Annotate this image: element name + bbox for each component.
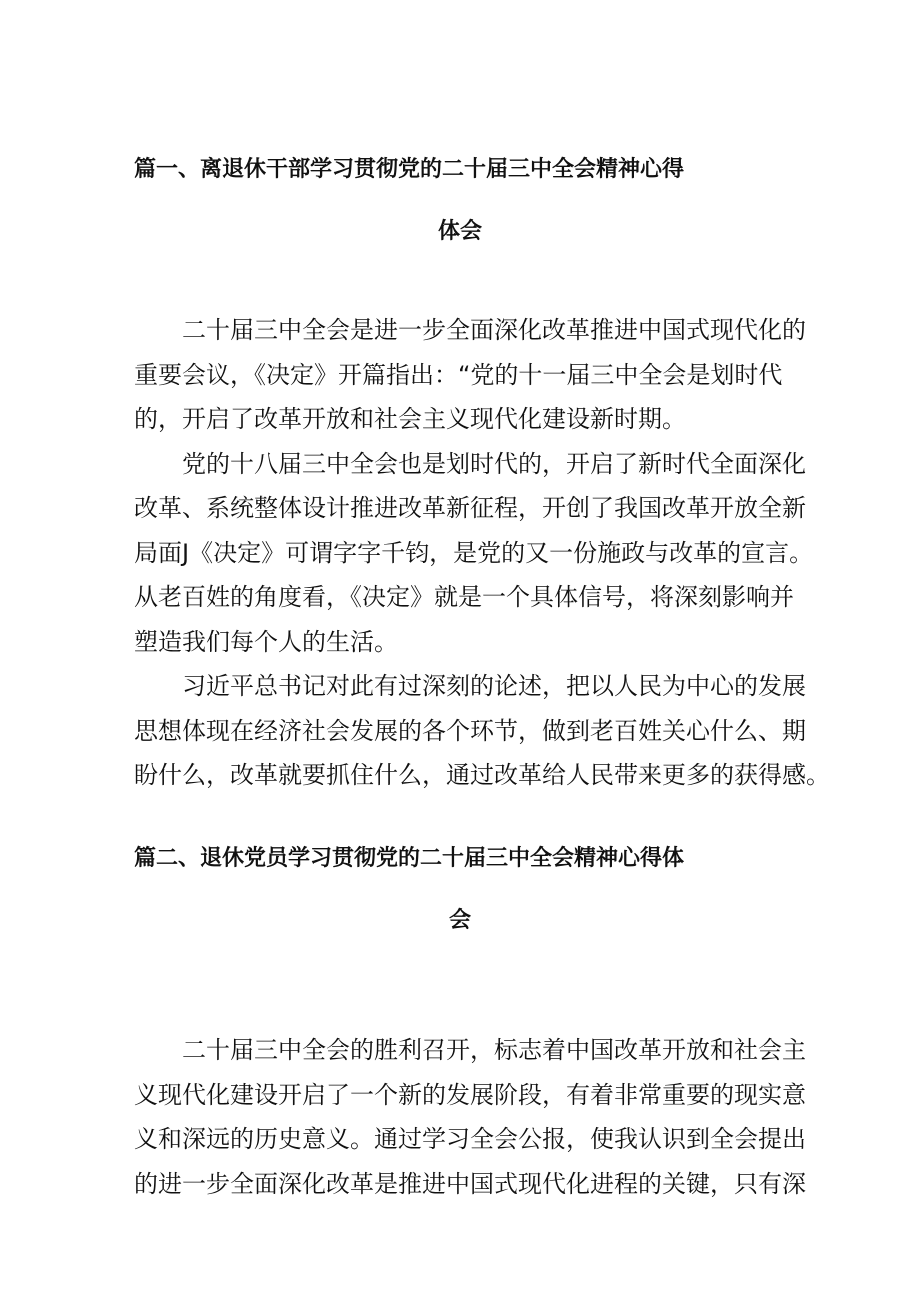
section-2-paragraph-1 <box>134 1028 806 1206</box>
text-line: 盼什么，改革就要抓住什么，通过改革给人民带来更多的获得感。 <box>134 761 830 789</box>
section-1-title-line2: 体会 <box>437 219 482 244</box>
section-2-title-line1: 篇二、退休党员学习贯彻党的二十届三中全会精神心得体 <box>134 846 685 871</box>
section-1-body <box>134 308 830 798</box>
section-1-paragraph-2 <box>134 442 814 665</box>
text-line: 习近平总书记对此有过深刻的论述，把以人民为中心的发展 <box>182 672 806 700</box>
text-line: 重要会议，《决定》开篇指出：“党的十一届三中全会是划时代 <box>134 360 783 389</box>
text-line: 义现代化建设开启了一个新的发展阶段，有着非常重要的现实意 <box>134 1080 806 1109</box>
text-line: 塑造我们每个人的生活。 <box>134 627 398 656</box>
section-1-paragraph-1 <box>134 308 806 442</box>
text-line: 二十届三中全会的胜利召开，标志着中国改革开放和社会主 <box>182 1036 806 1064</box>
section-2-heading <box>0 844 920 936</box>
text-line: 二十届三中全会是进一步全面深化改革推进中国式现代化的 <box>182 316 806 344</box>
section-2-title-line2: 会 <box>448 908 471 933</box>
text-line: 的进一步全面深化改革是推进中国式现代化进程的关键，只有深 <box>134 1169 806 1198</box>
text-line: 义和深远的历史意义。通过学习全会公报，使我认识到全会提出 <box>134 1125 806 1153</box>
text-line: 从老百姓的角度看，《决定》就是一个具体信号，将深刻影响并 <box>134 583 794 611</box>
text-line: 的，开启了改革开放和社会主义现代化建设新时期。 <box>134 405 686 433</box>
section-1-title-line1: 篇一、离退休干部学习贯彻党的二十届三中全会精神心得 <box>134 157 685 182</box>
text-line: 党的十八届三中全会也是划时代的，开启了新时代全面深化 <box>182 449 806 478</box>
section-1-heading <box>0 155 920 247</box>
section-1-paragraph-3 <box>134 664 830 798</box>
section-2-body <box>134 1028 806 1206</box>
text-line: 改革、系统整体设计推进改革新征程，开创了我国改革开放全新 <box>134 494 806 522</box>
text-line: 局面J《决定》可谓字字千钧，是党的又一份施政与改革的宣言。 <box>134 538 814 567</box>
text-line: 思想体现在经济社会发展的各个环节，做到老百姓关心什么、期 <box>134 716 806 745</box>
